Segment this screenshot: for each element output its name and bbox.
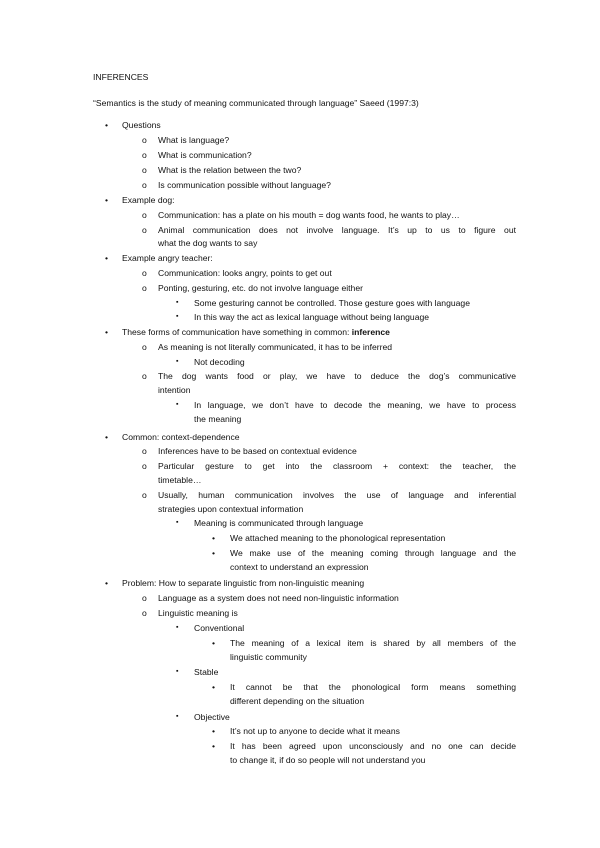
bullet-l2-icon: o	[142, 283, 147, 293]
question-item: What is communication?	[158, 150, 252, 160]
document-title: INFERENCES	[93, 72, 149, 82]
forms-label-bold: inference	[351, 327, 390, 337]
bullet-l2-icon: o	[142, 150, 147, 160]
forms-label-text: These forms of communication have something in common:	[122, 327, 352, 337]
bullet-l3-icon: ▪	[176, 313, 179, 320]
bullet-l3-icon: ▪	[176, 624, 179, 631]
bullet-l4-icon: •	[212, 638, 216, 648]
forms-item-cont: intention	[158, 385, 191, 395]
problem-sub-sub-item: It’s not up to anyone to decide what it means	[230, 726, 400, 736]
problem-sub-sub-item: The meaning of a lexical item is shared by all members of the	[230, 638, 516, 648]
bullet-l3-icon: ▪	[176, 358, 179, 365]
bullet-l2-icon: o	[142, 490, 147, 500]
bullet-l2-icon: o	[142, 180, 147, 190]
problem-sub-sub-item: It has been agreed upon unconsciously and no one can decide	[230, 741, 516, 751]
common-item: Usually, human communication involves the use of language and inferential	[158, 490, 516, 500]
problem-label: Problem: How to separate linguistic from non-linguistic meaning	[122, 578, 365, 588]
teacher-label: Example angry teacher:	[122, 253, 213, 263]
dog-item: Communication: has a plate on his mouth = dog wants food, he wants to play…	[158, 210, 460, 220]
question-item: What is the relation between the two?	[158, 165, 302, 175]
forms-sub-item: Not decoding	[194, 357, 245, 367]
bullet-l3-icon: ▪	[176, 401, 179, 408]
teacher-sub-item: Some gesturing cannot be controlled. Those gesture goes with language	[194, 298, 470, 308]
bullet-l4-icon: •	[212, 726, 216, 736]
problem-sub-item: Stable	[194, 667, 219, 677]
common-item: Particular gesture to get into the classroom + context: the teacher, the	[158, 461, 516, 471]
bullet-l2-icon: o	[142, 225, 147, 235]
bullet-l2-icon: o	[142, 446, 147, 456]
forms-sub-item: In language, we don’t have to decode the meaning, we have to process	[194, 400, 516, 410]
problem-item: Linguistic meaning is	[158, 608, 238, 618]
bullet-l1-icon: •	[105, 578, 109, 588]
common-item-cont: strategies upon contextual information	[158, 504, 304, 514]
bullet-l2-icon: o	[142, 461, 147, 471]
bullet-l4-icon: •	[212, 741, 216, 751]
common-sub-sub-item-cont: context to understand an expression	[230, 562, 369, 572]
problem-sub-sub-item-cont: linguistic community	[230, 652, 307, 662]
bullet-l4-icon: •	[212, 682, 216, 692]
opening-quote: “Semantics is the study of meaning communicated through language” Saeed (1997:3)	[93, 98, 419, 108]
bullet-l4-icon: •	[212, 533, 216, 543]
forms-item: As meaning is not literally communicated, it has to be inferred	[158, 342, 393, 352]
problem-sub-sub-item-cont: to change it, if do so people will not understand you	[230, 755, 426, 765]
teacher-item: Ponting, gesturing, etc. do not involve language either	[158, 283, 363, 293]
bullet-l2-icon: o	[142, 210, 147, 220]
common-item-cont: timetable…	[158, 475, 202, 485]
problem-sub-item: Conventional	[194, 623, 245, 633]
bullet-l3-icon: ▪	[176, 713, 179, 720]
question-item: What is language?	[158, 135, 230, 145]
forms-sub-item-cont: the meaning	[194, 414, 242, 424]
bullet-l2-icon: o	[142, 593, 147, 603]
problem-sub-item: Objective	[194, 712, 230, 722]
bullet-l2-icon: o	[142, 165, 147, 175]
bullet-l3-icon: ▪	[176, 519, 179, 526]
bullet-l1-icon: •	[105, 195, 109, 205]
question-item: Is communication possible without language?	[158, 180, 331, 190]
problem-item: Language as a system does not need non-linguistic information	[158, 593, 399, 603]
bullet-l1-icon: •	[105, 253, 109, 263]
bullet-l2-icon: o	[142, 135, 147, 145]
common-item: Inferences have to be based on contextual evidence	[158, 446, 357, 456]
common-sub-sub-item: We make use of the meaning coming through language and the	[230, 548, 516, 558]
common-sub-item: Meaning is communicated through language	[194, 518, 364, 528]
bullet-l2-icon: o	[142, 342, 147, 352]
bullet-l3-icon: ▪	[176, 668, 179, 675]
teacher-sub-item: In this way the act as lexical language without being language	[194, 312, 430, 322]
problem-sub-sub-item-cont: different depending on the situation	[230, 696, 365, 706]
dog-label: Example dog:	[122, 195, 175, 205]
dog-item: Animal communication does not involve language. It’s up to us to figure out	[158, 225, 516, 235]
bullet-l2-icon: o	[142, 371, 147, 381]
dog-item-cont: what the dog wants to say	[158, 238, 258, 248]
bullet-l1-icon: •	[105, 120, 109, 130]
common-sub-sub-item: We attached meaning to the phonological representation	[230, 533, 446, 543]
bullet-l4-icon: •	[212, 548, 216, 558]
problem-sub-sub-item: It cannot be that the phonological form means something	[230, 682, 516, 692]
forms-item: The dog wants food or play, we have to deduce the dog’s communicative	[158, 371, 516, 381]
bullet-l3-icon: ▪	[176, 299, 179, 306]
bullet-l2-icon: o	[142, 608, 147, 618]
teacher-item: Communication: looks angry, points to get out	[158, 268, 332, 278]
bullet-l1-icon: •	[105, 432, 109, 442]
bullet-l2-icon: o	[142, 268, 147, 278]
questions-label: Questions	[122, 120, 161, 130]
bullet-l1-icon: •	[105, 327, 109, 337]
common-label: Common: context-dependence	[122, 432, 240, 442]
forms-label	[122, 326, 390, 338]
